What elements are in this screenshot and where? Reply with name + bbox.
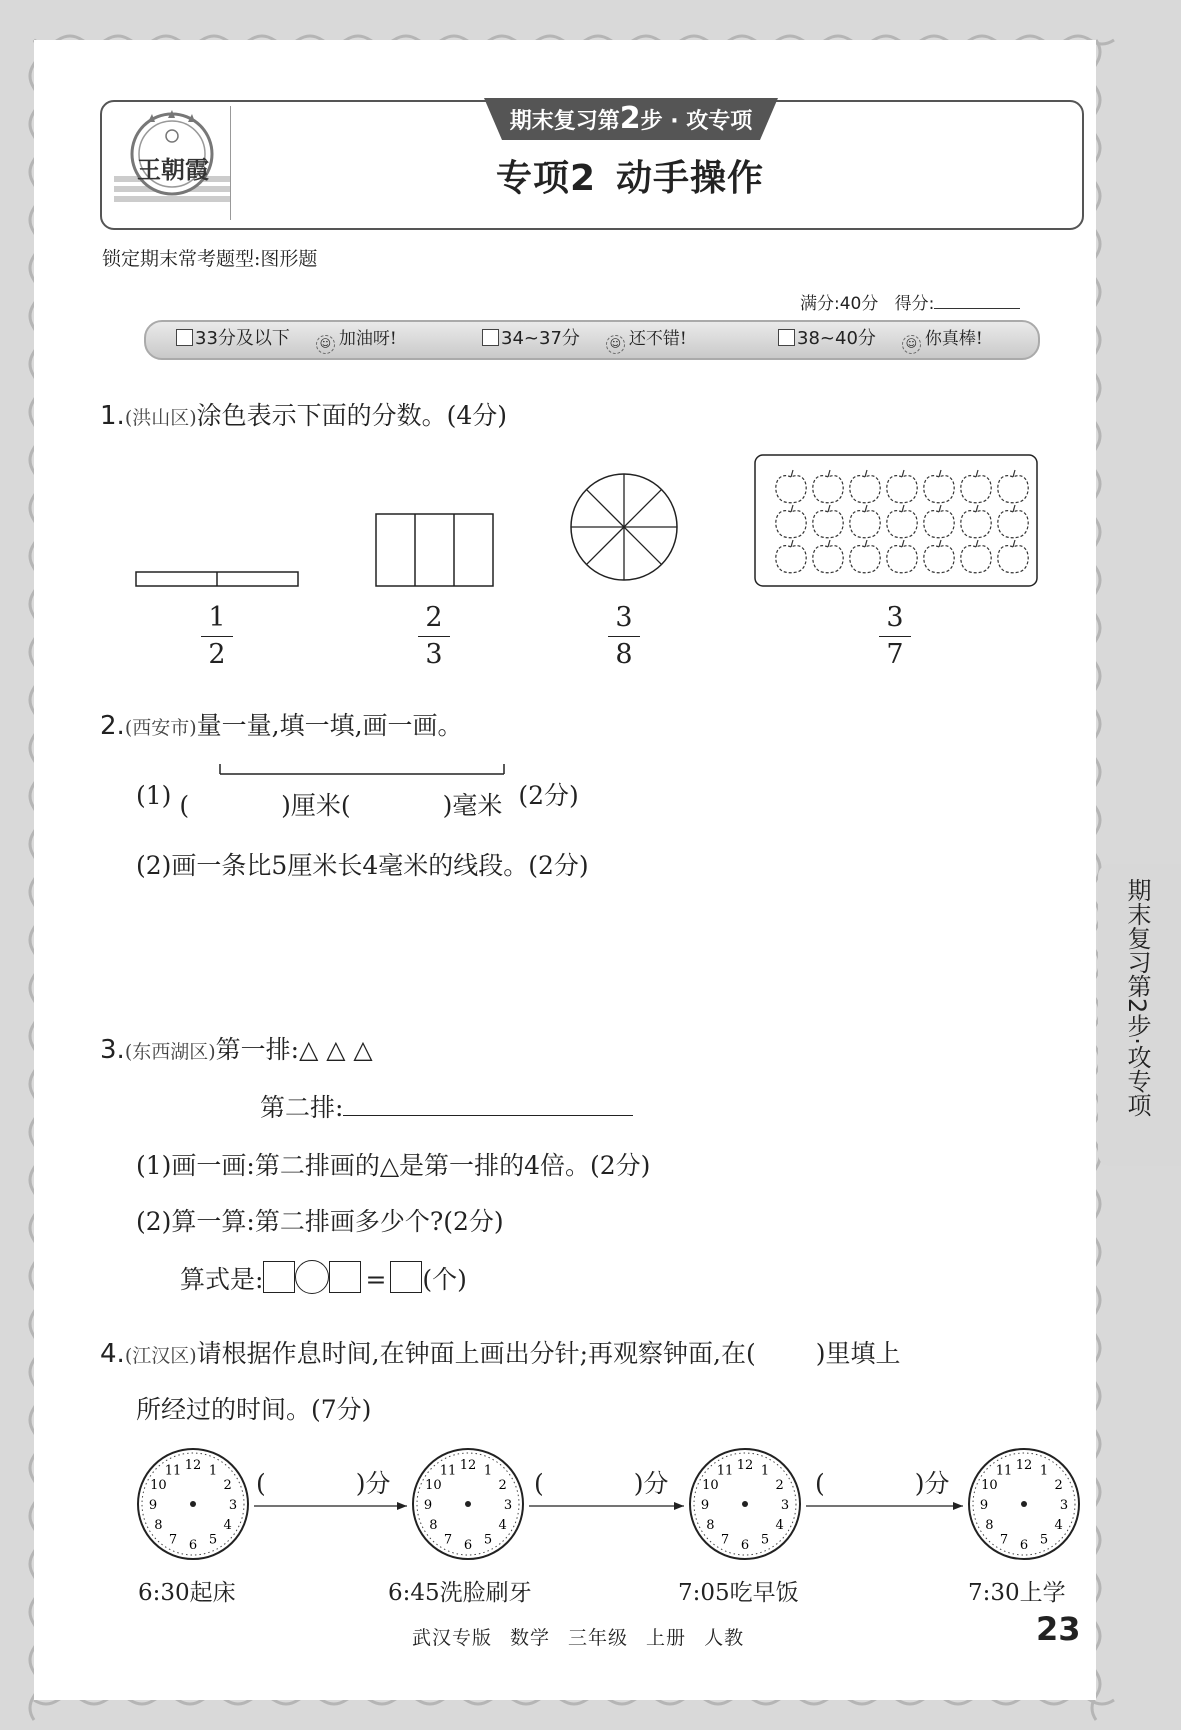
mm-label: )毫米 bbox=[442, 791, 503, 820]
question-1 bbox=[100, 396, 507, 432]
clock-center bbox=[1021, 1501, 1027, 1507]
clock-numeral: 10 bbox=[425, 1478, 442, 1493]
part-label: (1) bbox=[136, 781, 172, 810]
clock-face[interactable] bbox=[690, 1449, 800, 1559]
clock-numeral: 12 bbox=[1015, 1458, 1033, 1473]
formula-box[interactable] bbox=[329, 1261, 361, 1293]
rating-message: 还不错! bbox=[628, 329, 687, 349]
title-topic-name: 动手操作 bbox=[616, 158, 765, 199]
clock-numeral: 9 bbox=[148, 1498, 158, 1513]
q2-part2: (2)画一条比5厘米长4毫米的线段。(2分) bbox=[136, 851, 589, 880]
clock-center bbox=[465, 1501, 471, 1507]
operator-circle[interactable] bbox=[295, 1260, 329, 1294]
page-number: 23 bbox=[1036, 1610, 1081, 1648]
footer-grade: 三年级 bbox=[568, 1627, 629, 1649]
logo-divider bbox=[230, 106, 231, 220]
clock-numeral: 9 bbox=[700, 1498, 710, 1513]
clock-numeral: 7 bbox=[168, 1532, 178, 1548]
banner-pre: 期末复习第 bbox=[509, 109, 620, 134]
fraction-1 bbox=[197, 602, 237, 671]
paren-open: ( bbox=[179, 791, 190, 820]
clock-center bbox=[742, 1501, 748, 1507]
clock-numeral: 9 bbox=[423, 1498, 433, 1513]
clock-numeral: 5 bbox=[483, 1532, 493, 1548]
clock-numeral: 5 bbox=[760, 1532, 770, 1548]
clock-label: 6:45洗脸刷牙 bbox=[388, 1580, 532, 1606]
logo-name: 王朝霞 bbox=[137, 155, 209, 184]
clock-numeral: 12 bbox=[736, 1458, 754, 1473]
footer-edition: 武汉专版 bbox=[412, 1627, 493, 1649]
denominator: 7 bbox=[886, 639, 904, 670]
clock-numeral: 5 bbox=[208, 1532, 218, 1548]
part-score: (2分) bbox=[518, 781, 579, 810]
fraction-3 bbox=[604, 602, 644, 671]
clock-numeral: 6 bbox=[188, 1538, 198, 1553]
clock-label: 7:30上学 bbox=[968, 1580, 1066, 1606]
clock-numeral: 6 bbox=[463, 1538, 473, 1553]
clock-numeral: 4 bbox=[1054, 1518, 1063, 1533]
clock-numeral: 11 bbox=[439, 1463, 457, 1479]
question-text: 涂色表示下面的分数。(4分) bbox=[196, 401, 508, 430]
clock-numeral: 7 bbox=[443, 1532, 453, 1548]
clock-numeral: 2 bbox=[775, 1478, 784, 1493]
denominator: 2 bbox=[208, 639, 226, 670]
question-source: (江汉区) bbox=[124, 1345, 197, 1367]
clock-numeral: 12 bbox=[459, 1458, 477, 1473]
question-3 bbox=[100, 1030, 373, 1066]
rating-high bbox=[778, 326, 983, 352]
clock-numeral: 10 bbox=[981, 1478, 998, 1493]
subtitle: 锁定期末常考题型:图形题 bbox=[102, 248, 318, 270]
question-source: (洪山区) bbox=[124, 407, 197, 429]
fraction-2 bbox=[414, 602, 454, 671]
rating-checkbox[interactable] bbox=[176, 329, 193, 346]
clock-numeral: 1 bbox=[483, 1463, 493, 1479]
q1-figures bbox=[0, 440, 1181, 600]
cm-label: )厘米( bbox=[281, 791, 351, 820]
fraction-circle[interactable] bbox=[571, 474, 677, 580]
rating-range: 38~40分 bbox=[797, 328, 876, 349]
formula-box[interactable] bbox=[263, 1261, 295, 1293]
clock-numeral: 2 bbox=[1054, 1478, 1063, 1493]
clock-numeral: 1 bbox=[760, 1463, 770, 1479]
footer-publisher: 人教 bbox=[704, 1627, 745, 1649]
question-source: (东西湖区) bbox=[124, 1041, 216, 1063]
result-box[interactable] bbox=[390, 1261, 422, 1293]
equals-sign: = bbox=[365, 1265, 387, 1294]
fraction-rectangle[interactable] bbox=[376, 514, 493, 586]
clock-numeral: 6 bbox=[740, 1538, 750, 1553]
title-topic-number: 专项2 bbox=[495, 158, 597, 199]
numerator: 2 bbox=[425, 602, 443, 633]
question-number: 3. bbox=[100, 1035, 125, 1065]
paren-open: ( bbox=[534, 1469, 544, 1498]
clock-numeral: 4 bbox=[498, 1518, 507, 1533]
clock-numeral: 4 bbox=[223, 1518, 232, 1533]
row-two-label: 第二排: bbox=[260, 1093, 344, 1122]
paren-close-minutes: )分 bbox=[914, 1469, 950, 1498]
numerator: 3 bbox=[615, 602, 633, 633]
clock-numeral: 12 bbox=[184, 1458, 202, 1473]
score-line bbox=[800, 289, 1020, 314]
question-number: 2. bbox=[100, 711, 125, 741]
numerator: 3 bbox=[886, 602, 904, 633]
score-blank[interactable] bbox=[934, 294, 1020, 309]
clock-numeral: 6 bbox=[1019, 1538, 1029, 1553]
interval-2 bbox=[534, 1464, 669, 1500]
paren-close-minutes: )分 bbox=[355, 1469, 391, 1498]
banner-text bbox=[484, 98, 778, 140]
banner-post: 步 · 攻专项 bbox=[640, 109, 753, 134]
footer-term: 上册 bbox=[646, 1627, 687, 1649]
score-label: 得分: bbox=[894, 294, 935, 314]
time-arrow bbox=[254, 1502, 407, 1510]
time-arrow bbox=[806, 1502, 963, 1510]
banner-step-number: 2 bbox=[619, 101, 641, 136]
clock-numeral: 10 bbox=[702, 1478, 719, 1493]
q3-part1: (1)画一画:第二排画的△是第一排的4倍。(2分) bbox=[136, 1151, 651, 1180]
q3-formula bbox=[180, 1260, 467, 1296]
clock-numeral: 3 bbox=[228, 1498, 238, 1513]
row-two-drawing-line[interactable] bbox=[343, 1093, 633, 1116]
rating-mid bbox=[482, 326, 687, 352]
clock-numeral: 9 bbox=[979, 1498, 989, 1513]
clock-numeral: 11 bbox=[164, 1463, 182, 1479]
clock-face[interactable] bbox=[138, 1449, 248, 1559]
clock-label: 6:30起床 bbox=[138, 1580, 236, 1606]
rating-range: 33分及以下 bbox=[195, 328, 290, 349]
question-source: (西安市) bbox=[124, 717, 197, 739]
clock-label: 7:05吃早饭 bbox=[678, 1580, 799, 1606]
time-arrow bbox=[529, 1502, 684, 1510]
question-number: 4. bbox=[100, 1339, 125, 1369]
row-two bbox=[260, 1088, 633, 1124]
page-title bbox=[430, 150, 830, 201]
side-tab-text: 期末复习第2步·攻专项 bbox=[1123, 878, 1151, 1117]
rating-message: 你真棒! bbox=[924, 329, 983, 349]
question-text-tail: )里填上 bbox=[815, 1339, 901, 1368]
q3-part2: (2)算一算:第二排画多少个?(2分) bbox=[136, 1207, 504, 1236]
paren-close-minutes: )分 bbox=[633, 1469, 669, 1498]
cheer-face-icon: ☺ bbox=[316, 335, 335, 354]
clock-numeral: 8 bbox=[985, 1518, 994, 1533]
unit-label: (个) bbox=[422, 1265, 467, 1294]
clock-face[interactable] bbox=[413, 1449, 523, 1559]
clock-center bbox=[190, 1501, 196, 1507]
clock-numeral: 1 bbox=[208, 1463, 218, 1479]
fraction-4 bbox=[875, 602, 915, 671]
smile-face-icon: ☺ bbox=[606, 335, 625, 354]
paren-open: ( bbox=[256, 1469, 266, 1498]
clock-timeline bbox=[0, 1440, 1181, 1580]
clock-numeral: 4 bbox=[775, 1518, 784, 1533]
rating-checkbox[interactable] bbox=[482, 329, 499, 346]
clock-numeral: 3 bbox=[780, 1498, 790, 1513]
clock-numeral: 1 bbox=[1039, 1463, 1049, 1479]
clock-numeral: 8 bbox=[706, 1518, 715, 1533]
full-score: 满分:40分 bbox=[800, 294, 879, 314]
clock-numeral: 3 bbox=[1059, 1498, 1069, 1513]
rating-checkbox[interactable] bbox=[778, 329, 795, 346]
question-4-line2: 所经过的时间。(7分) bbox=[136, 1395, 372, 1424]
clock-numeral: 8 bbox=[429, 1518, 438, 1533]
clock-numeral: 11 bbox=[716, 1463, 734, 1479]
clock-face[interactable] bbox=[969, 1449, 1079, 1559]
denominator: 8 bbox=[615, 639, 633, 670]
footer bbox=[412, 1623, 762, 1650]
interval-3 bbox=[815, 1464, 950, 1500]
denominator: 3 bbox=[425, 639, 443, 670]
clock-numeral: 11 bbox=[995, 1463, 1013, 1479]
interval-1 bbox=[256, 1464, 391, 1500]
rating-message: 加油呀! bbox=[338, 329, 397, 349]
clock-numeral: 7 bbox=[720, 1532, 730, 1548]
clock-numeral: 5 bbox=[1039, 1532, 1049, 1548]
question-4 bbox=[100, 1334, 900, 1370]
question-number: 1. bbox=[100, 401, 125, 431]
clock-numeral: 3 bbox=[503, 1498, 513, 1513]
q2-part1 bbox=[136, 776, 579, 820]
rating-range: 34~37分 bbox=[501, 328, 580, 349]
clock-numeral: 2 bbox=[223, 1478, 232, 1493]
row-one: 第一排:△ △ △ bbox=[215, 1035, 373, 1064]
clock-numeral: 8 bbox=[154, 1518, 163, 1533]
formula-label: 算式是: bbox=[180, 1265, 264, 1294]
clock-numeral: 7 bbox=[999, 1532, 1009, 1548]
paren-open: ( bbox=[815, 1469, 825, 1498]
happy-face-icon: ☺ bbox=[902, 335, 921, 354]
rating-low bbox=[176, 326, 397, 352]
clock-numeral: 10 bbox=[150, 1478, 167, 1493]
footer-subject: 数学 bbox=[510, 1627, 551, 1649]
clock-numeral: 2 bbox=[498, 1478, 507, 1493]
numerator: 1 bbox=[208, 602, 226, 633]
question-text: 量一量,填一填,画一画。 bbox=[196, 711, 463, 740]
question-text: 请根据作息时间,在钟面上画出分针;再观察钟面,在( bbox=[196, 1339, 756, 1368]
question-2 bbox=[100, 706, 463, 742]
